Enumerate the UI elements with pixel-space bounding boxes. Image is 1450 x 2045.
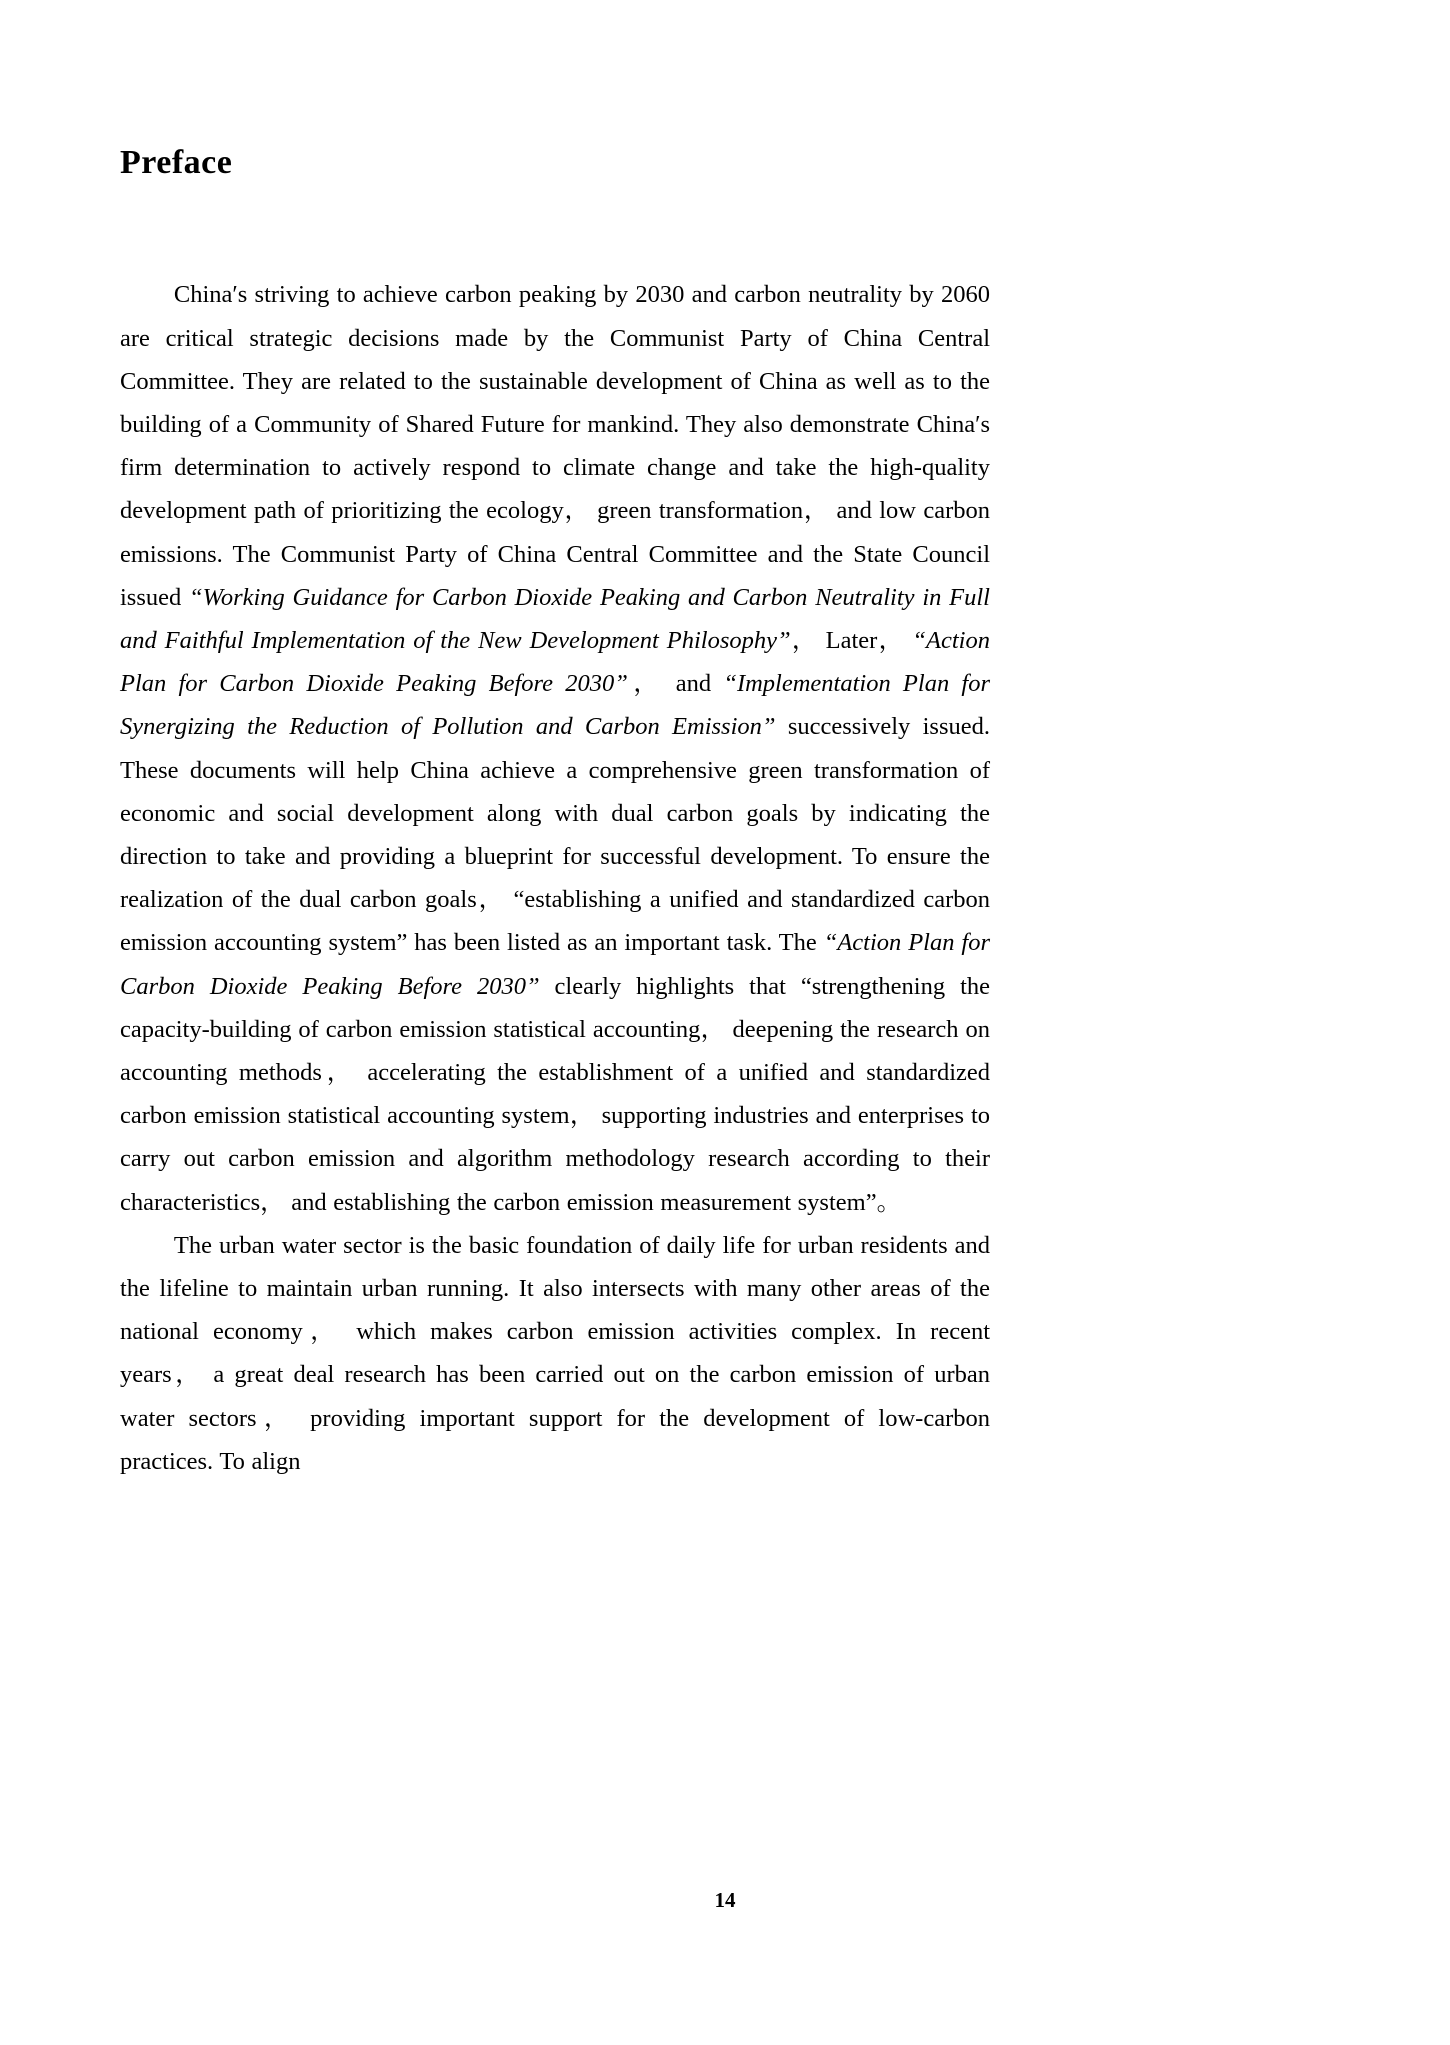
page-title: Preface	[120, 144, 233, 181]
text-run: The urban water sector is the basic foundation of daily life for urban residents and the lifeline to maintain urban running. It also intersects with many other areas of the national economy， which makes carbon emission activities complex. In recent years， a great deal research has been carried out on the carbon emission of urban water sectors， providing important support for the development of low-carbon practices. To align	[120, 1231, 990, 1475]
page-content	[120, 0, 990, 1483]
italic-title-run: “Working Guidance for Carbon Dioxide Peaking and Carbon Neutrality in Full and Faithful Implementation of the New Development Philosophy”	[120, 583, 990, 655]
italic-title-run: “Implementation Plan for Synergizing the Reduction of Pollution and Carbon Emission”	[120, 670, 991, 741]
italic-title-run: “Action Plan for Carbon Dioxide Peaking Before 2030”	[120, 929, 990, 1000]
text-run: clearly highlights that “strengthening the capacity-building of carbon emission statistical accounting， deepening the research on accounting methods， accelerating the establishment of a unified and standardized carbon emission statistical accounting system， supporting industries and enterprises to carry out carbon emission and algorithm methodology research according to their characteristics， and establishing the carbon emission measurement system”。	[120, 972, 990, 1216]
text-run: ， and	[627, 670, 724, 698]
page-number: 14	[714, 1888, 736, 1912]
paragraph-2	[120, 1224, 990, 1483]
body-text-block	[120, 273, 990, 1483]
text-run: ， Later，	[790, 627, 913, 655]
text-run: successively issued. These documents will help China achieve a comprehensive green transformation of economic and social development along with dual carbon goals by indicating the direction to take and providing a blueprint for successful development. To ensure the realization of the dual carbon goals， “establishing a unified and standardized carbon emission accounting system” has been listed as an important task. The	[120, 713, 990, 957]
text-run: China′s striving to achieve carbon peaking by 2030 and carbon neutrality by 2060 are critical strategic decisions made by the Communist Party of China Central Committee. They are related to the sustainable development of China as well as to the building of a Community of Shared Future for mankind. They also demonstrate China′s firm determination to actively respond to climate change and take the high-quality development path of prioritizing the ecology， green transformation， and low carbon emissions. The Communist Party of China Central Committee and the State Council issued	[120, 281, 990, 611]
italic-title-run: “Action Plan for Carbon Dioxide Peaking Before 2030”	[120, 627, 990, 698]
paragraph-1	[120, 273, 990, 1223]
